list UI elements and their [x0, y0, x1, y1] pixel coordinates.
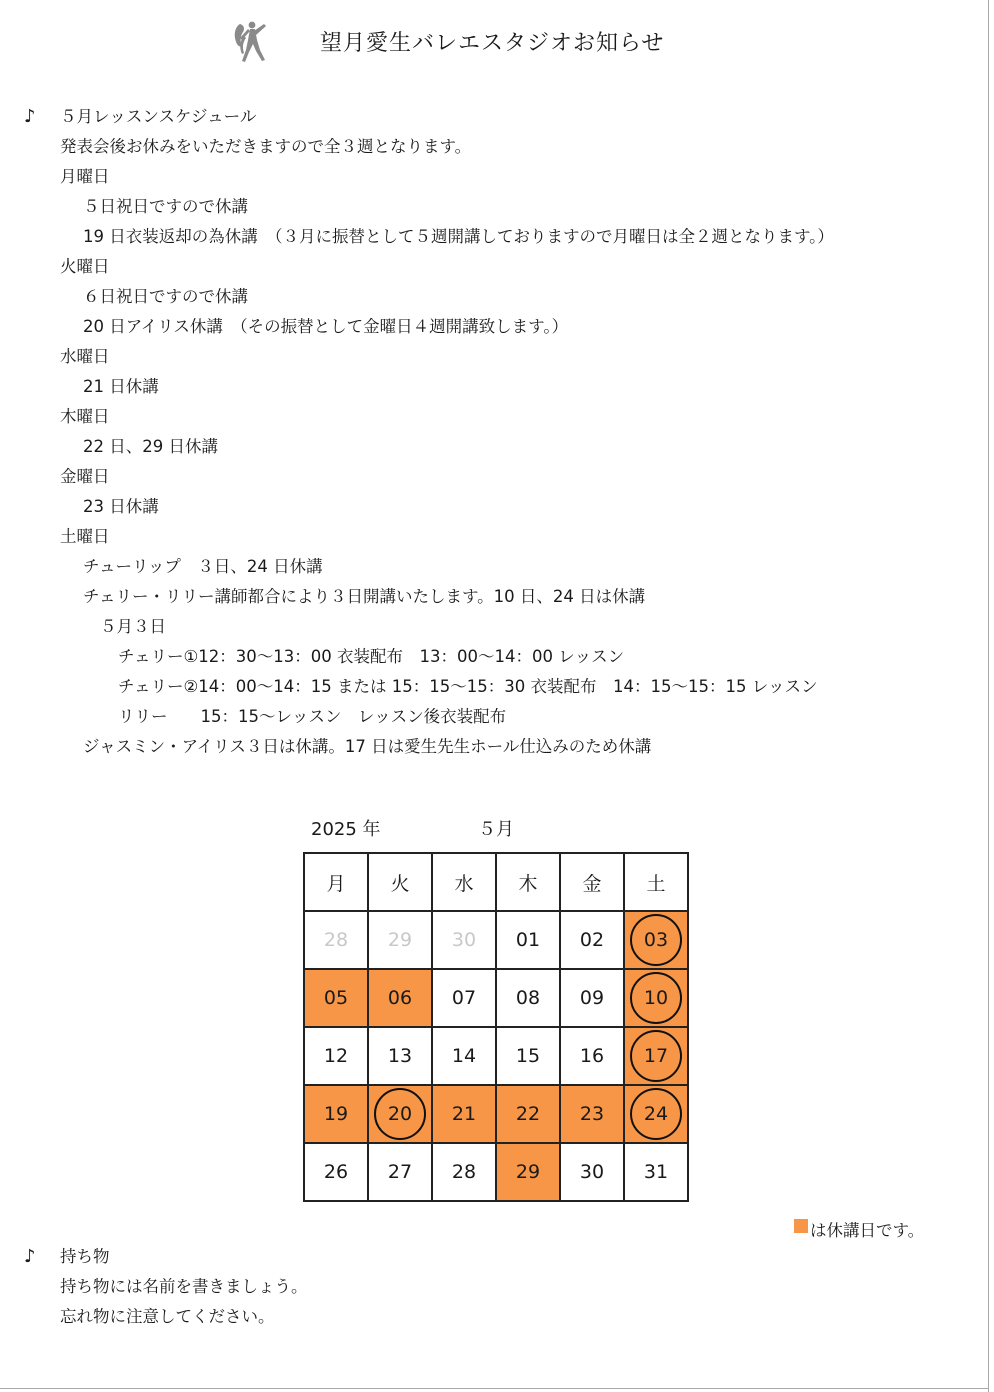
- calendar-day: [561, 1086, 625, 1144]
- calendar-day: [497, 1144, 561, 1202]
- day-note: ジャスミン・アイリス３日は休講。17 日は愛生先生ホール仕込みのため休講: [83, 737, 652, 756]
- calendar-day: [561, 912, 625, 970]
- music-note-icon: ♪: [24, 106, 36, 127]
- calendar-day: [625, 1144, 689, 1202]
- calendar-day-number: 28: [451, 1161, 477, 1183]
- saturday-slot: リリー 15：15〜レッスン レッスン後衣装配布: [118, 707, 507, 726]
- calendar-day: [497, 1028, 561, 1086]
- calendar-day-number: 09: [579, 987, 605, 1009]
- calendar-day: [369, 970, 433, 1028]
- saturday-date: ５月３日: [100, 617, 166, 636]
- calendar-day-number: 01: [515, 929, 541, 951]
- calendar-day: [305, 912, 369, 970]
- calendar-day-number: 12: [323, 1045, 349, 1067]
- calendar-day: [369, 1028, 433, 1086]
- legend-text: は休講日です。: [810, 1221, 925, 1240]
- music-note-icon: ♪: [24, 1246, 36, 1267]
- day-note: ６日祝日ですので休講: [83, 287, 248, 306]
- calendar-day-number: 05: [323, 987, 349, 1009]
- calendar-day: [625, 1086, 689, 1144]
- section-heading-belongings: 持ち物: [60, 1247, 110, 1266]
- calendar-day-number: 08: [515, 987, 541, 1009]
- saturday-slot: チェリー②14：00〜14：15 または 15：15〜15：30 衣装配布 14：15〜15：15 レッスン: [118, 677, 818, 696]
- calendar-day-number: 10: [643, 987, 669, 1009]
- calendar-day-number: 13: [387, 1045, 413, 1067]
- weekday-header: 木: [497, 854, 561, 912]
- calendar-day: [369, 912, 433, 970]
- day-heading-wednesday: 水曜日: [60, 347, 110, 366]
- calendar-day-number: 07: [451, 987, 477, 1009]
- calendar-day-number: 29: [515, 1161, 541, 1183]
- day-note: 19 日衣装返却の為休講 （３月に振替として５週開講しておりますので月曜日は全２週となります。）: [83, 227, 834, 246]
- calendar-day: [433, 912, 497, 970]
- calendar-day-number: 20: [387, 1103, 413, 1125]
- calendar-day-number: 26: [323, 1161, 349, 1183]
- calendar-day-number: 23: [579, 1103, 605, 1125]
- day-heading-monday: 月曜日: [60, 167, 110, 186]
- calendar-day-number: 02: [579, 929, 605, 951]
- day-heading-thursday: 木曜日: [60, 407, 110, 426]
- calendar-day: [369, 1086, 433, 1144]
- day-note: ５日祝日ですので休講: [83, 197, 248, 216]
- calendar-day-number: 29: [387, 929, 413, 951]
- weekday-header: 水: [433, 854, 497, 912]
- calendar-day: [497, 970, 561, 1028]
- calendar-day-number: 30: [579, 1161, 605, 1183]
- calendar-year: 2025 年: [311, 819, 381, 840]
- calendar-day-number: 30: [451, 929, 477, 951]
- page-border-bottom: [0, 1388, 989, 1389]
- calendar-day: [625, 912, 689, 970]
- circle-mark: [630, 914, 682, 966]
- weekday-header: 火: [369, 854, 433, 912]
- day-note: チェリー・リリー講師都合により３日開講いたします。10 日、24 日は休講: [83, 587, 646, 606]
- calendar-day-number: 24: [643, 1103, 669, 1125]
- calendar-grid: [303, 852, 689, 1202]
- ballet-dancers-logo-icon: [230, 16, 274, 64]
- calendar-day: [561, 970, 625, 1028]
- circle-mark: [630, 972, 682, 1024]
- belongings-note: 持ち物には名前を書きましょう。: [60, 1277, 308, 1296]
- legend-swatch: [794, 1219, 808, 1233]
- calendar-day-number: 06: [387, 987, 413, 1009]
- weekday-header: 月: [305, 854, 369, 912]
- page-title: 望月愛生バレエスタジオお知らせ: [320, 31, 665, 56]
- circle-mark: [630, 1030, 682, 1082]
- weekday-header: 金: [561, 854, 625, 912]
- day-note: 23 日休講: [83, 497, 159, 516]
- calendar-day-number: 17: [643, 1045, 669, 1067]
- circle-mark: [374, 1088, 426, 1140]
- day-note: 22 日、29 日休講: [83, 437, 218, 456]
- section-heading-schedule: ５月レッスンスケジュール: [60, 107, 257, 126]
- calendar-day: [561, 1144, 625, 1202]
- page-border-right: [988, 0, 989, 1392]
- calendar-day: [625, 1028, 689, 1086]
- calendar-day-number: 28: [323, 929, 349, 951]
- day-heading-saturday: 土曜日: [60, 527, 110, 546]
- calendar-day-number: 21: [451, 1103, 477, 1125]
- day-heading-tuesday: 火曜日: [60, 257, 110, 276]
- calendar-day: [433, 1086, 497, 1144]
- day-note: 21 日休講: [83, 377, 159, 396]
- calendar-day-number: 27: [387, 1161, 413, 1183]
- calendar-day-number: 14: [451, 1045, 477, 1067]
- saturday-slot: チェリー①12：30〜13：00 衣装配布 13：00〜14：00 レッスン: [118, 647, 625, 666]
- calendar-day: [369, 1144, 433, 1202]
- calendar-day-number: 03: [643, 929, 669, 951]
- calendar-day: [433, 1144, 497, 1202]
- calendar-day: [497, 1086, 561, 1144]
- calendar-day: [305, 1086, 369, 1144]
- calendar-day: [625, 970, 689, 1028]
- day-note: 20 日アイリス休講 （その振替として金曜日４週開講致します。）: [83, 317, 569, 336]
- day-heading-friday: 金曜日: [60, 467, 110, 486]
- calendar-day: [305, 1144, 369, 1202]
- calendar-day-number: 15: [515, 1045, 541, 1067]
- schedule-intro: 発表会後お休みをいただきますので全３週となります。: [60, 137, 472, 156]
- calendar-day-number: 31: [643, 1161, 669, 1183]
- calendar-day: [497, 912, 561, 970]
- calendar-day: [561, 1028, 625, 1086]
- calendar-day: [305, 970, 369, 1028]
- calendar-day-number: 19: [323, 1103, 349, 1125]
- calendar-day: [433, 970, 497, 1028]
- calendar-day: [433, 1028, 497, 1086]
- calendar-day: [305, 1028, 369, 1086]
- day-note: チューリップ ３日、24 日休講: [83, 557, 323, 576]
- calendar-month: ５月: [478, 819, 514, 840]
- weekday-header: 土: [625, 854, 689, 912]
- calendar-day-number: 22: [515, 1103, 541, 1125]
- calendar-day-number: 16: [579, 1045, 605, 1067]
- circle-mark: [630, 1088, 682, 1140]
- belongings-note: 忘れ物に注意してください。: [60, 1307, 275, 1326]
